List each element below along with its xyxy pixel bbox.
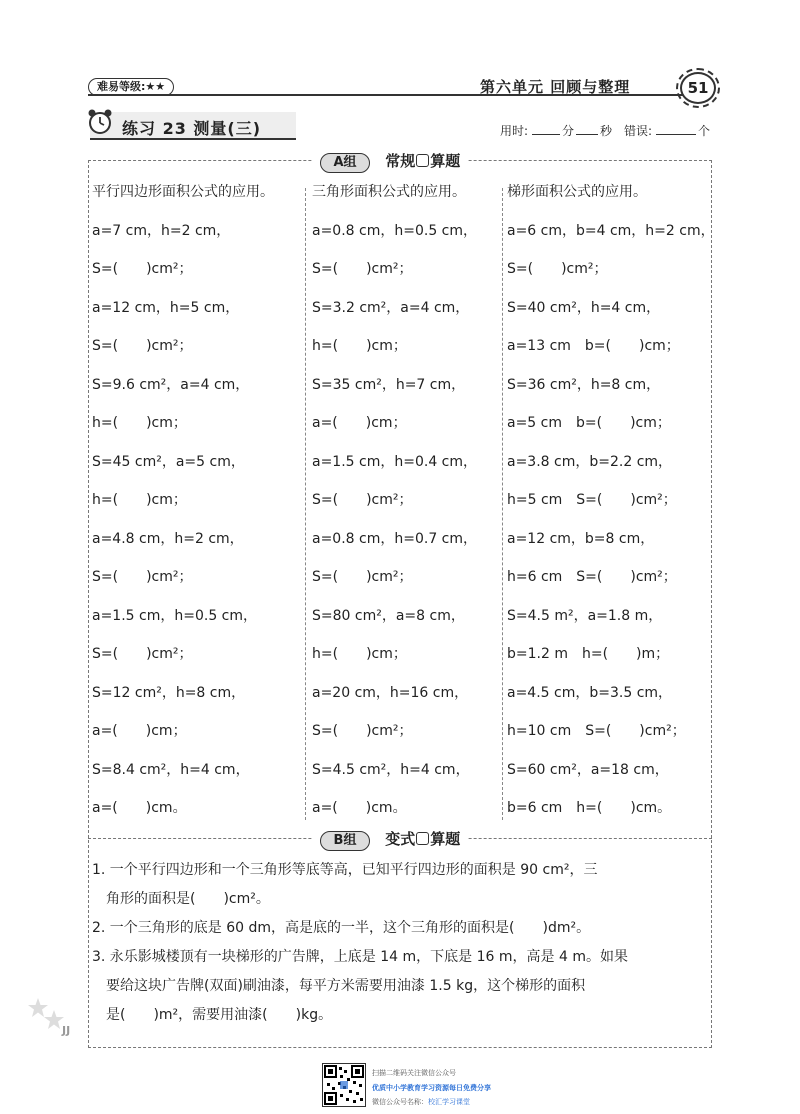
col2-line[interactable]: S=( )cm²； bbox=[312, 723, 413, 739]
column-parallelogram bbox=[92, 180, 300, 835]
minute-label: 分 bbox=[562, 124, 575, 138]
col2-line[interactable]: a=( )cm； bbox=[312, 415, 407, 431]
col3-line[interactable]: h=5 cm S=( )cm²； bbox=[507, 492, 677, 508]
minutes-blank[interactable] bbox=[532, 134, 560, 135]
seconds-blank[interactable] bbox=[576, 134, 598, 135]
col3-line[interactable]: S=( )cm²； bbox=[507, 261, 608, 277]
section-a-heading bbox=[312, 150, 468, 172]
col1-line: a=7 cm，h=2 cm， bbox=[92, 222, 231, 239]
col3-line[interactable]: h=10 cm S=( )cm²； bbox=[507, 723, 686, 739]
col2-line: S=80 cm²，a=8 cm， bbox=[312, 607, 465, 624]
col1-line[interactable]: h=( )cm； bbox=[92, 492, 187, 508]
col2-line[interactable]: a=( )cm。 bbox=[312, 800, 407, 816]
col1-line[interactable]: a=( )cm。 bbox=[92, 800, 187, 816]
second-label: 秒 bbox=[600, 124, 613, 138]
col3-line: S=4.5 m²，a=1.8 m， bbox=[507, 607, 663, 624]
col2-line: S=4.5 cm²，h=4 cm， bbox=[312, 761, 470, 778]
col2-line[interactable]: S=( )cm²； bbox=[312, 492, 413, 508]
col3-line: S=40 cm²，h=4 cm， bbox=[507, 299, 661, 316]
col1-line: a=12 cm，h=5 cm， bbox=[92, 299, 240, 316]
section-b-badge: B组 bbox=[320, 831, 370, 851]
col1-line[interactable]: S=( )cm²； bbox=[92, 646, 193, 662]
col3-line[interactable]: b=6 cm h=( )cm。 bbox=[507, 800, 672, 816]
col1-line: S=9.6 cm²，a=4 cm， bbox=[92, 376, 250, 393]
section-b-title-part1: 变式 bbox=[385, 830, 416, 848]
column-triangle bbox=[312, 180, 497, 835]
count-label: 个 bbox=[698, 124, 711, 138]
section-a-title-part2: 算题 bbox=[430, 152, 461, 170]
col1-line: 平行四边形面积公式的应用。 bbox=[92, 184, 274, 200]
grid-square-icon bbox=[416, 154, 429, 167]
col3-line: S=36 cm²，h=8 cm， bbox=[507, 376, 661, 393]
page-number: 51 bbox=[680, 72, 716, 104]
col2-line: a=1.5 cm，h=0.4 cm， bbox=[312, 453, 478, 470]
col2-line[interactable]: h=( )cm； bbox=[312, 646, 407, 662]
col1-line[interactable]: h=( )cm； bbox=[92, 415, 187, 431]
unit-title: 第六单元 回顾与整理 bbox=[480, 78, 631, 96]
col1-line: a=4.8 cm，h=2 cm， bbox=[92, 530, 244, 547]
col1-line: a=1.5 cm，h=0.5 cm， bbox=[92, 607, 258, 624]
problem-line[interactable]: 是( )m²，需要用油漆( )kg。 bbox=[92, 1007, 333, 1023]
problem-line[interactable]: 角形的面积是( )cm²。 bbox=[92, 891, 270, 907]
alarm-clock-icon bbox=[86, 108, 114, 136]
col1-line: S=12 cm²，h=8 cm， bbox=[92, 684, 246, 701]
col1-line[interactable]: S=( )cm²； bbox=[92, 261, 193, 277]
col3-line: 梯形面积公式的应用。 bbox=[507, 184, 647, 200]
footer-account-label: 微信公众号名称： bbox=[372, 1098, 428, 1106]
col3-line[interactable]: a=5 cm b=( )cm； bbox=[507, 415, 671, 431]
col3-line[interactable]: b=1.2 m h=( )m； bbox=[507, 646, 670, 662]
footer-account-name: 校汇学习课堂 bbox=[428, 1098, 470, 1106]
col3-line: S=60 cm²，a=18 cm， bbox=[507, 761, 669, 778]
col1-line[interactable]: S=( )cm²； bbox=[92, 569, 193, 585]
time-label: 用时: bbox=[500, 124, 529, 138]
col2-line[interactable]: h=( )cm； bbox=[312, 338, 407, 354]
difficulty-badge: 难易等级:★★ bbox=[88, 78, 174, 96]
side-mark: JJ bbox=[62, 1024, 71, 1037]
exercise-title: 练习 23 测量(三) bbox=[122, 119, 262, 138]
error-label: 错误: bbox=[624, 124, 653, 138]
col2-line: a=0.8 cm，h=0.5 cm， bbox=[312, 222, 478, 239]
col3-line[interactable]: h=6 cm S=( )cm²； bbox=[507, 569, 677, 585]
section-b-heading bbox=[312, 828, 468, 850]
problem-line: 3. 永乐影城楼顶有一块梯形的广告牌，上底是 14 m，下底是 16 m，高是 4 m。如果 bbox=[92, 949, 628, 965]
col3-line: a=4.5 cm，b=3.5 cm， bbox=[507, 684, 673, 701]
col3-line: a=12 cm，b=8 cm， bbox=[507, 530, 655, 547]
problem-line: 要给这块广告牌(双面)刷油漆，每平方米需要用油漆 1.5 kg，这个梯形的面积 bbox=[92, 978, 586, 994]
footer-slogan: 优质中小学教育学习资源每日免费分享 bbox=[372, 1084, 491, 1092]
section-a-title-part1: 常规 bbox=[385, 152, 416, 170]
col1-line: S=8.4 cm²，h=4 cm， bbox=[92, 761, 250, 778]
column-trapezoid bbox=[507, 180, 715, 835]
footer-scan-hint: 扫描二维码关注微信公众号 bbox=[372, 1069, 456, 1077]
problem-line: 1. 一个平行四边形和一个三角形等底等高，已知平行四边形的面积是 90 cm²，三 bbox=[92, 862, 598, 878]
stars-decoration-icon bbox=[28, 996, 78, 1036]
qr-code-icon[interactable] bbox=[322, 1063, 366, 1107]
section-a-badge: A组 bbox=[320, 153, 370, 173]
col3-line[interactable]: a=13 cm b=( )cm； bbox=[507, 338, 680, 354]
footer-account bbox=[372, 1097, 470, 1107]
col3-line: a=6 cm，b=4 cm，h=2 cm， bbox=[507, 222, 715, 239]
problem-line[interactable]: 2. 一个三角形的底是 60 dm，高是底的一半，这个三角形的面积是( )dm²。 bbox=[92, 920, 591, 936]
col1-line: S=45 cm²，a=5 cm， bbox=[92, 453, 245, 470]
col2-line: S=3.2 cm²，a=4 cm， bbox=[312, 299, 470, 316]
section-b-problems bbox=[92, 856, 706, 1030]
col2-line: 三角形面积公式的应用。 bbox=[312, 184, 466, 200]
column-divider-2 bbox=[502, 188, 503, 820]
col1-line[interactable]: S=( )cm²； bbox=[92, 338, 193, 354]
col2-line: a=0.8 cm，h=0.7 cm， bbox=[312, 530, 478, 547]
col2-line: a=20 cm，h=16 cm， bbox=[312, 684, 469, 701]
grid-square-icon bbox=[416, 832, 429, 845]
col2-line: S=35 cm²，h=7 cm， bbox=[312, 376, 466, 393]
col2-line[interactable]: S=( )cm²； bbox=[312, 261, 413, 277]
section-b-title-part2: 算题 bbox=[430, 830, 461, 848]
column-divider-1 bbox=[305, 188, 306, 820]
error-blank[interactable] bbox=[656, 134, 696, 135]
col1-line[interactable]: a=( )cm； bbox=[92, 723, 187, 739]
col2-line[interactable]: S=( )cm²； bbox=[312, 569, 413, 585]
col3-line: a=3.8 cm，b=2.2 cm， bbox=[507, 453, 673, 470]
